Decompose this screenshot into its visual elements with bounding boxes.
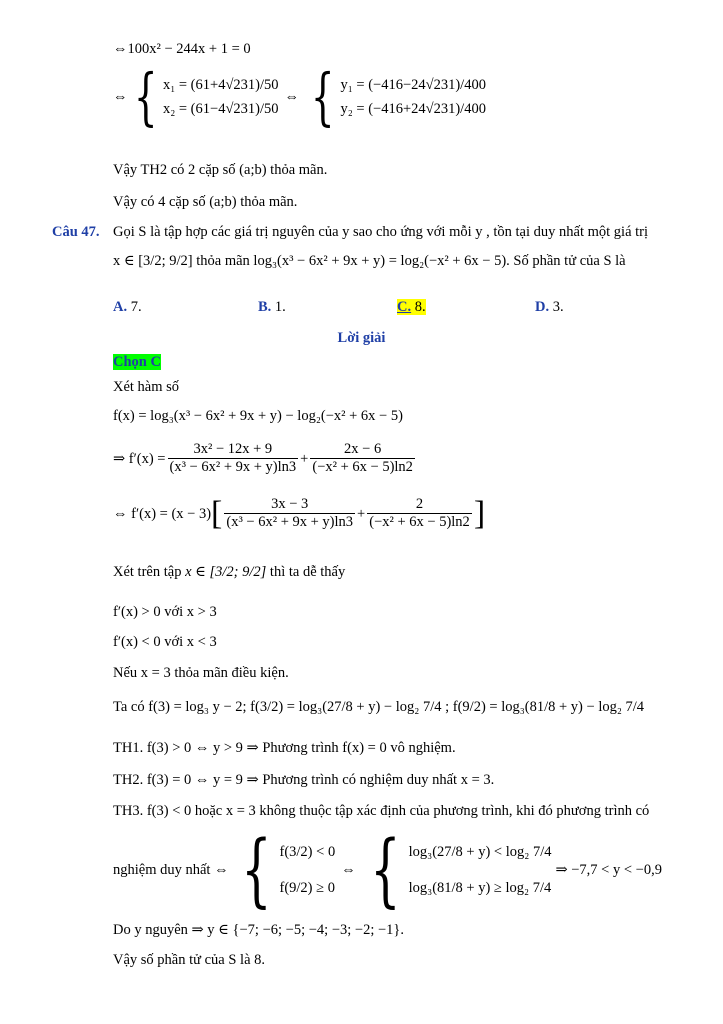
th3-result: ⇒ −7,7 < y < −0,9 (555, 862, 662, 878)
system-x: { x₁ = (61+4√231)/50 x₂ = (61−4√231)/50 (133, 60, 279, 133)
question-equation: thỏa mãn log₃(x³ − 6x² + 9x + y) = log₂(−x² + 6x − 5). Số phần tử của S là (196, 253, 626, 269)
question-label: Câu 47. (52, 224, 100, 240)
th3-cond-1: f(3/2) < 0 (279, 844, 336, 860)
solution-line-1: Xét hàm số (113, 379, 180, 395)
option-d: D. 3. (535, 299, 564, 315)
increasing-condition: f′(x) > 0 với x > 3 (113, 604, 217, 620)
derivative-factored-line: ⇔ f′(x) = (x − 3) [ 3x − 3 (x³ − 6x² + 9x + y)ln3 + $\frac{2}{\text{(−x² + 6x − 5)ln2}}$ ] (113, 494, 486, 532)
case-th2: TH2. f(3) = 0 ⇔ y = 9 ⇒ Phương trình có nghiệm duy nhất x = 3. (113, 772, 495, 788)
function-values: Ta có f(3) = log₃ y − 2; f(3/2) = log₃(27/8 + y) − log₂ 7/4 ; f(9/2) = log₃(81/8 + y) − log₂ 7/4 (113, 699, 645, 715)
case-th1: TH1. f(3) > 0 ⇔ y > 9 ⇒ Phương trình f(x) = 0 vô nghiệm. (113, 740, 456, 756)
th3-log-1: log₃(27/8 + y) < log₂ 7/4 (408, 844, 552, 860)
option-c: C. 8. (397, 299, 426, 315)
chosen-answer: Chọn C (113, 354, 161, 370)
equation-line-1: ⇔100x² − 244x + 1 = 0 (113, 41, 251, 57)
th3-log-2: log₃(81/8 + y) ≥ log₂ 7/4 (408, 880, 552, 896)
case-x3: Nếu x = 3 thỏa mãn điều kiện. (113, 665, 289, 681)
x1-value: x₁ = (61+4√231)/50 (162, 77, 279, 93)
th3-cond-2: f(9/2) ≥ 0 (279, 880, 335, 896)
x2-value: x₂ = (61−4√231)/50 (162, 101, 279, 117)
y2-value: y₂ = (−416+24√231)/400 (340, 101, 486, 117)
question-text-1: Gọi S là tập hợp các giá trị nguyên của y sao cho ứng với mỗi y , tồn tại duy nhất một giá trị (113, 224, 649, 240)
option-b: B. 1. (258, 299, 286, 315)
solution-heading: Lời giải (337, 330, 386, 346)
question-text-2 (113, 252, 626, 270)
integer-values: Do y nguyên ⇒ y ∈ {−7; −6; −5; −4; −3; −2; −1}. (113, 922, 404, 938)
domain-interval: x ∈ [3/2; 9/2] (113, 253, 193, 269)
system-solution: ⇔ { x₁ = (61+4√231)/50 x₂ = (61−4√231)/50 ⇔ { y₁ = (−416−24√231)/400 y₂ = (−416+24√231)/400 (113, 60, 486, 133)
y1-value: y₁ = (−416−24√231)/400 (340, 77, 486, 93)
case-th3: TH3. f(3) < 0 hoặc x = 3 không thuộc tập xác định của phương trình, khi đó phương trình có (113, 803, 650, 819)
conclusion: Vậy số phần tử của S là 8. (113, 952, 266, 968)
total-pairs-line: Vậy có 4 cặp số (a;b) thỏa mãn. (113, 194, 298, 210)
interval-line: Xét trên tập x ∈ [3/2; 9/2] thì ta dễ thấy (113, 564, 346, 580)
th2-pairs-line: Vậy TH2 có 2 cặp số (a;b) thỏa mãn. (113, 162, 328, 178)
function-definition: f(x) = log₃(x³ − 6x² + 9x + y) − log₂(−x² + 6x − 5) (113, 408, 403, 424)
system-y: { y₁ = (−416−24√231)/400 y₂ = (−416+24√231)/400 (310, 60, 486, 133)
option-a: A. 7. (113, 299, 142, 315)
derivative-line: ⇒ f′(x) = $\frac{\text{3x² − 12x + 9}}{\text{(x³ − 6x² + 9x + y)ln3}}$ + $\frac{2x - 6}{\text{(−x² + 6x − 5)ln2}}$ (113, 441, 413, 475)
th3-system: nghiệm duy nhất ⇔ { f(3/2) < 0 f(9/2) ≥ 0 ⇔ { log₃(27/8 + y) < log₂ 7/4 log₃(81/8 + y) ≥ log₂ 7/4 ⇒ −7,7 < y < −0,9 (113, 823, 662, 916)
decreasing-condition: f′(x) < 0 với x < 3 (113, 634, 217, 650)
